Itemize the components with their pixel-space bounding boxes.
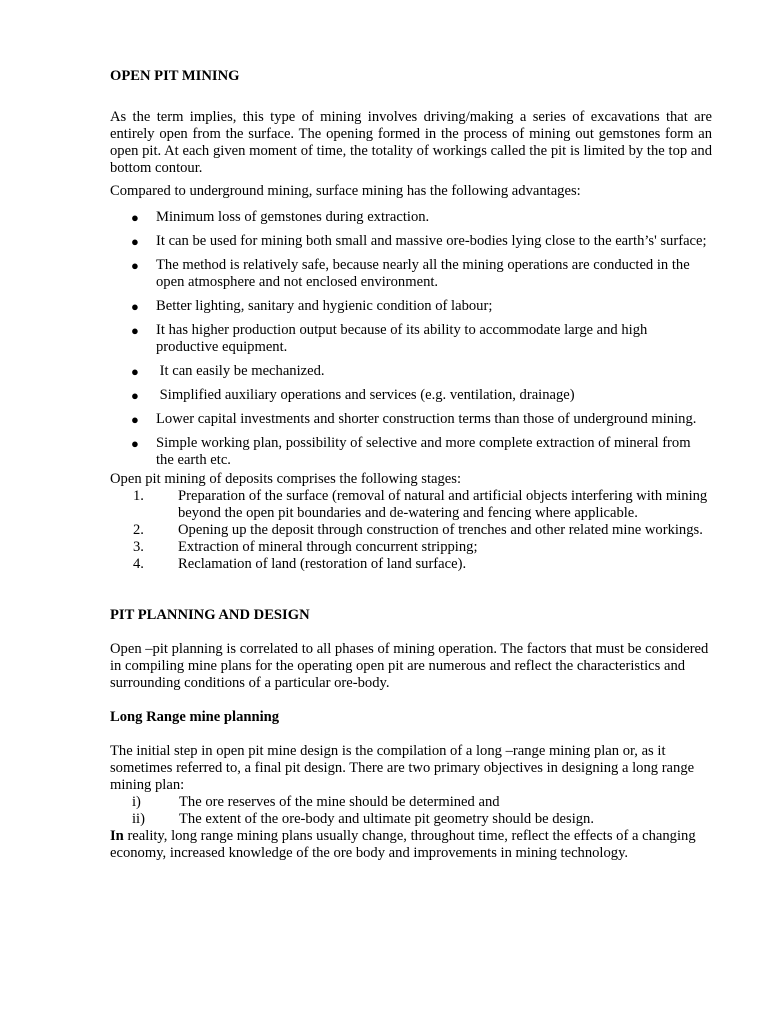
bullet-icon: ● [131, 234, 139, 249]
stages-intro: Open pit mining of deposits comprises the following stages: [110, 471, 462, 487]
list-item: ● It can easily be mechanized. [131, 363, 325, 379]
closing-paragraph: In reality, long range mining plans usually change, throughout time, reflect the effects of a changing economy, increased knowledge of the ore body and improvements in mining technology. [110, 828, 700, 861]
pit-planning-paragraph: Open –pit planning is correlated to all phases of mining operation. The factors that must be considered in compiling mine plans for the operating open pit are numerous and reflect the characteristics and surrounding conditions of a particular ore-body. [110, 641, 709, 691]
list-item: 2. Opening up the deposit through construction of trenches and other related mine workings. [133, 522, 703, 538]
advantages-list [110, 209, 712, 469]
bullet-icon: ● [131, 210, 139, 225]
heading-pit-planning: PIT PLANNING AND DESIGN [110, 607, 310, 623]
bullet-icon: ● [131, 364, 139, 379]
list-item: ● Simplified auxiliary operations and services (e.g. ventilation, drainage) [131, 387, 575, 403]
list-item: ● It can be used for mining both small and massive ore-bodies lying close to the earth’s' surface; [131, 233, 707, 249]
long-range-paragraph: The initial step in open pit mine design is the compilation of a long –range mining plan or, as it sometimes referred to, a final pit design. There are two primary objectives in designing a long range mining plan: [110, 743, 695, 793]
document-page [110, 60, 712, 862]
heading-long-range-planning: Long Range mine planning [110, 709, 280, 725]
bullet-icon: ● [131, 388, 139, 403]
bullet-icon: ● [131, 299, 139, 314]
list-item: ● Better lighting, sanitary and hygienic condition of labour; [131, 298, 493, 314]
list-item: ● It has higher production output because of its ability to accommodate large and high productive equipment. [131, 322, 648, 355]
bullet-icon: ● [131, 436, 139, 451]
bullet-icon: ● [131, 323, 139, 338]
intro-paragraph: As the term implies, this type of mining involves driving/making a series of excavations that are entirely open from the surface. The opening formed in the process of mining out gemstones form an open pit. At each given moment of time, the totality of workings called the pit is limited by the top and bottom contour. [110, 109, 712, 176]
list-item: 4. Reclamation of land (restoration of land surface). [133, 556, 467, 572]
list-item: ● Minimum loss of gemstones during extraction. [131, 209, 430, 225]
bullet-icon: ● [131, 412, 139, 427]
list-item: ● The method is relatively safe, because nearly all the mining operations are conducted in the open atmosphere and not enclosed environment. [131, 257, 690, 290]
closing-lead-word: In [110, 828, 124, 844]
advantages-intro: Compared to underground mining, surface mining has the following advantages: [110, 183, 581, 199]
stages-list [110, 488, 712, 573]
list-item: ii) The extent of the ore-body and ultimate pit geometry should be design. [132, 811, 595, 827]
list-item: 3. Extraction of mineral through concurrent stripping; [133, 539, 478, 555]
list-item: 1. Preparation of the surface (removal of natural and artificial objects interfering with mining beyond the open pit boundaries and de-watering and fencing where applicable. [133, 488, 708, 521]
list-item: i) The ore reserves of the mine should be determined and [132, 794, 500, 810]
list-item: ● Lower capital investments and shorter construction terms than those of underground mining. [131, 411, 697, 427]
list-item: ● Simple working plan, possibility of selective and more complete extraction of mineral from the earth etc. [131, 435, 691, 468]
objectives-list [110, 794, 712, 828]
heading-open-pit-mining: OPEN PIT MINING [110, 68, 240, 84]
bullet-icon: ● [131, 258, 139, 273]
